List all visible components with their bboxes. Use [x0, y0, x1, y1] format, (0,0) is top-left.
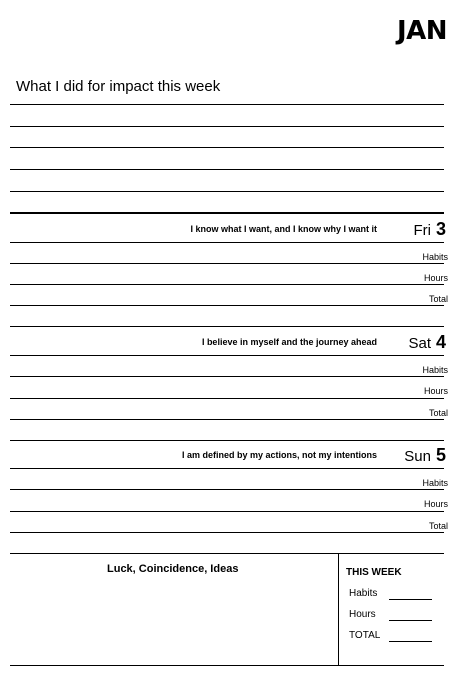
impact-line[interactable] [10, 147, 444, 148]
day-line[interactable] [10, 305, 444, 306]
weekday-label: Fri [413, 222, 431, 239]
day-line[interactable] [10, 242, 444, 243]
habits-label: Habits [422, 365, 448, 375]
day-line[interactable] [10, 398, 444, 399]
total-label: Total [428, 294, 448, 304]
day-affirmation: I know what I want, and I know why I want it [190, 224, 377, 234]
date-number: 3 [435, 219, 446, 239]
impact-line[interactable] [10, 191, 444, 192]
hours-label: Hours [423, 386, 448, 396]
habits-label: Habits [422, 478, 448, 488]
section-divider [10, 326, 444, 327]
luck-heading: Luck, Coincidence, Ideas [107, 563, 239, 575]
section-divider [10, 553, 444, 554]
impact-line[interactable] [10, 104, 444, 105]
total-label: Total [428, 521, 448, 531]
this-week-hours-label: Hours [349, 609, 376, 620]
this-week-heading: THIS WEEK [346, 567, 402, 578]
date-number: 5 [435, 445, 446, 465]
hours-label: Hours [423, 499, 448, 509]
day-line[interactable] [10, 468, 444, 469]
this-week-habits-label: Habits [349, 588, 378, 599]
day-heading [408, 332, 446, 353]
day-line[interactable] [10, 376, 444, 377]
total-label: Total [428, 408, 448, 418]
weekday-label: Sun [404, 448, 431, 465]
day-line[interactable] [10, 532, 444, 533]
day-heading [413, 219, 446, 240]
bottom-line [10, 665, 444, 666]
day-line[interactable] [10, 355, 444, 356]
impact-line[interactable] [10, 126, 444, 127]
month-title: JAN [396, 16, 447, 46]
day-line[interactable] [10, 284, 444, 285]
habits-label: Habits [422, 252, 448, 262]
impact-heading: What I did for impact this week [16, 78, 221, 95]
section-divider [10, 212, 444, 214]
day-heading [404, 445, 446, 466]
hours-label: Hours [423, 273, 448, 283]
day-affirmation: I believe in myself and the journey ahead [201, 337, 377, 347]
this-week-hours-blank[interactable] [389, 620, 432, 621]
day-line[interactable] [10, 489, 444, 490]
day-line[interactable] [10, 419, 444, 420]
this-week-total-blank[interactable] [389, 641, 432, 642]
this-week-habits-blank[interactable] [389, 599, 432, 600]
day-line[interactable] [10, 263, 444, 264]
this-week-total-label: TOTAL [349, 630, 381, 641]
weekday-label: Sat [408, 335, 431, 352]
day-affirmation: I am defined by my actions, not my intentions [181, 450, 377, 460]
section-divider [10, 440, 444, 441]
vertical-divider [338, 554, 339, 666]
day-line[interactable] [10, 511, 444, 512]
impact-line[interactable] [10, 169, 444, 170]
date-number: 4 [435, 332, 446, 352]
